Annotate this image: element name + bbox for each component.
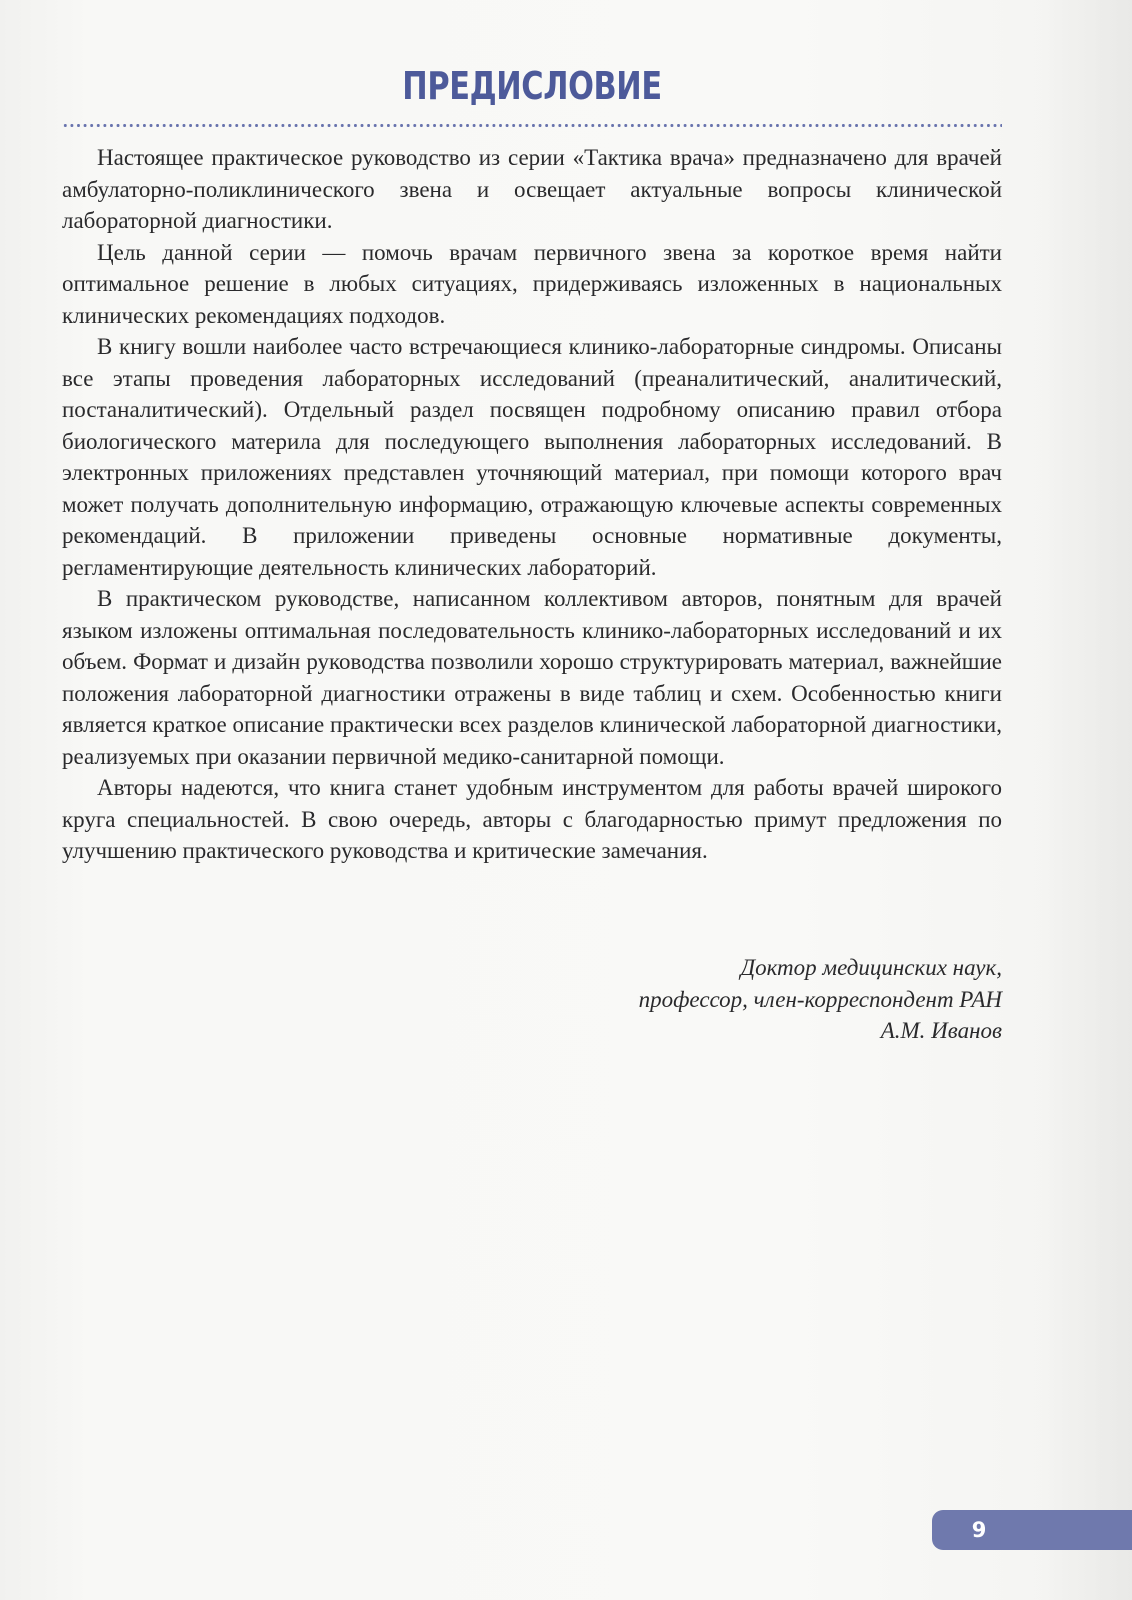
- paragraph-3: В книгу вошли наиболее часто встречающиеся клинико-лабораторные синдромы. Описаны все этапы проведения лабораторных исследований (преаналитический, аналитический, постаналитический). Отдельный раздел посвящен подробному описанию правил отбора биологического материла для последующего выполнения лабораторных исследований. В электронных приложениях представлен уточняющий материал, при помощи которого врач может получать дополнительную информацию, отражающую ключевые аспекты современных рекомендаций. В приложении приведены основные нормативные документы, регламентирующие деятельность клинических лабораторий.: [62, 334, 1002, 580]
- page-edge-shadow: [1040, 0, 1132, 1600]
- paragraph-4: В практическом руководстве, написанном коллективом авторов, понятным для врачей языком изложены оптимальная последовательность клинико-лабораторных исследований и их объем. Формат и дизайн руководства позволили хорошо структурировать материал, важнейшие положения лабораторной диагностики отражены в виде таблиц и схем. Особенностью книги является краткое описание практически всех разделов клинической лабораторной диагностики, реализуемых при оказании первичной медико-санитарной помощи.: [62, 586, 1002, 769]
- author-signature: [639, 952, 1002, 1047]
- signature-title: профессор, член-корреспондент РАН: [638, 986, 1002, 1012]
- preface-body: [62, 142, 1002, 867]
- paragraph-5: Авторы надеются, что книга станет удобным инструментом для работы врачей широкого круга специальностей. В свою очередь, авторы с благодарностью примут предложения по улучшению практического руководства и критические замечания.: [62, 775, 1002, 863]
- page-title: ПРЕДИСЛОВИЕ: [402, 64, 662, 108]
- paragraph-1: Настоящее практическое руководство из серии «Тактика врача» предназначено для врачей амбулаторно-поликлинического звена и освещает актуальные вопросы клинической лабораторной диагностики.: [62, 145, 1002, 233]
- paragraph-2: Цель данной серии — помочь врачам первичного звена за короткое время найти оптимальное решение в любых ситуациях, придерживаясь изложенных в национальных клинических рекомендациях подходов.: [62, 239, 1002, 328]
- page-number: 9: [971, 1518, 987, 1542]
- signature-name: А.М. Иванов: [880, 1018, 1002, 1043]
- signature-degree: Доктор медицинских наук,: [740, 955, 1002, 980]
- dotted-divider: [62, 124, 1002, 127]
- page-number-tab: [932, 1510, 1132, 1550]
